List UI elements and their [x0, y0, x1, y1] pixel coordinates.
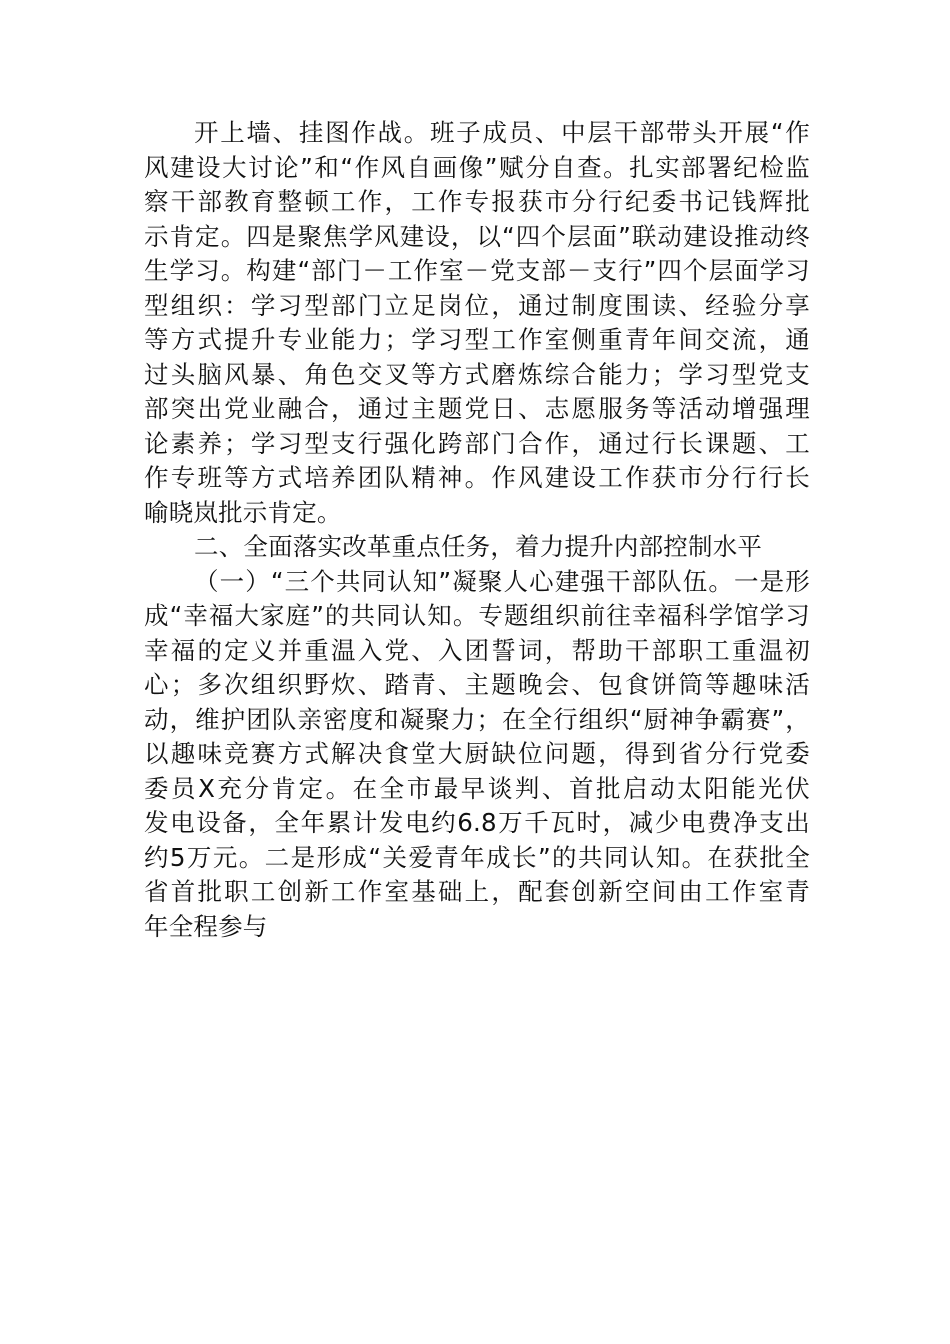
text-line: 喻晓岚批示肯定。	[144, 497, 342, 527]
text-line: 部突出党业融合，通过主题党日、志愿服务等活动增强理	[144, 394, 810, 423]
body-text	[144, 116, 810, 944]
text-line: 生学习。构建“部门－工作室－党支部－支行”四个层面学习	[144, 256, 810, 285]
text-line: 发电设备，全年累计发电约6.8万千瓦时，减少电费净支出	[144, 808, 810, 837]
text-line: 幸福的定义并重温入党、入团誓词，帮助干部职工重温初	[144, 635, 810, 665]
text-line: 论素养；学习型支行强化跨部门合作，通过行长课题、工	[144, 428, 810, 458]
text-line: 心；多次组织野炊、踏青、主题晚会、包食饼筒等趣味活	[144, 670, 810, 699]
text-line: 委员X充分肯定。在全市最早谈判、首批启动太阳能光伏	[144, 773, 810, 803]
text-line: 年全程参与	[144, 911, 268, 941]
text-line: 察干部教育整顿工作，工作专报获市分行纪委书记钱辉批	[144, 187, 810, 216]
text-line: 作专班等方式培养团队精神。作风建设工作获市分行行长	[144, 463, 810, 492]
text-line: 等方式提升专业能力；学习型工作室侧重青年间交流，通	[144, 325, 810, 354]
text-line: 过头脑风暴、角色交叉等方式磨炼综合能力；学习型党支	[144, 359, 810, 389]
text-line: 成“幸福大家庭”的共同认知。专题组织前往幸福科学馆学习	[144, 601, 810, 630]
text-line: 省首批职工创新工作室基础上，配套创新空间由工作室青	[144, 877, 810, 906]
text-line: 风建设大讨论”和“作风自画像”赋分自查。扎实部署纪检监	[144, 152, 810, 182]
text-line: （一）“三个共同认知”凝聚人心建强干部队伍。一是形	[194, 566, 810, 596]
text-line: 动，维护团队亲密度和凝聚力；在全行组织“厨神争霸赛”，	[144, 704, 810, 734]
text-line: 开上墙、挂图作战。班子成员、中层干部带头开展“作	[194, 118, 810, 147]
text-line: 约5万元。二是形成“关爱青年成长”的共同认知。在获批全	[144, 842, 810, 872]
section-heading: 二、全面落实改革重点任务，着力提升内部控制水平	[194, 532, 763, 561]
text-line: 型组织：学习型部门立足岗位，通过制度围读、经验分享	[144, 290, 810, 320]
text-line: 示肯定。四是聚焦学风建设，以“四个层面”联动建设推动终	[144, 221, 810, 251]
text-line: 以趣味竞赛方式解决食堂大厨缺位问题，得到省分行党委	[144, 739, 810, 768]
